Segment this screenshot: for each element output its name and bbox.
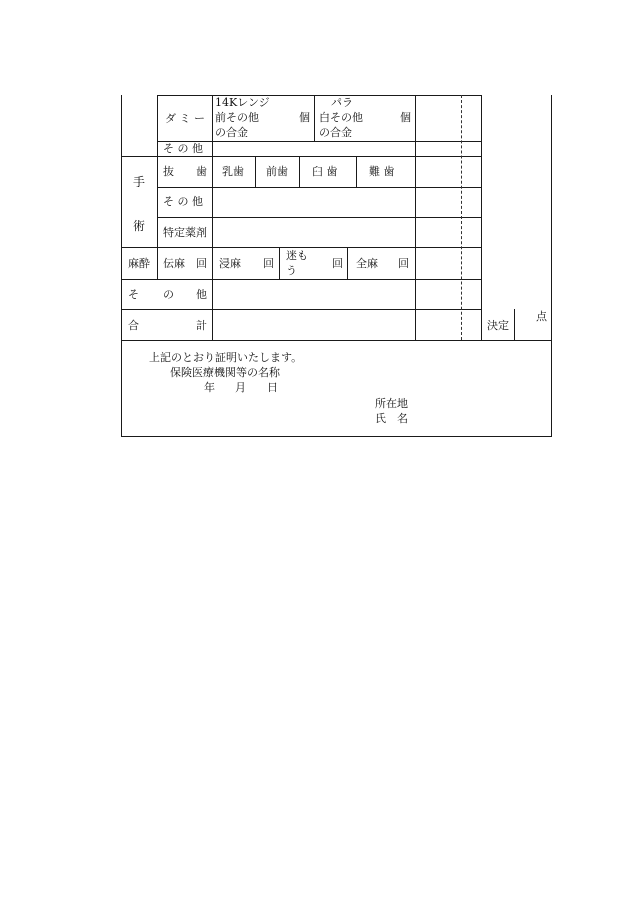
row-rule xyxy=(121,340,552,341)
dummy-14k-alloy: の合金 xyxy=(215,126,248,139)
date-day-label: 日 xyxy=(267,381,278,394)
dummy-para-alloy: の合金 xyxy=(319,126,352,139)
vagus-anesthesia-label-top: 迷も xyxy=(286,249,308,262)
dummy-label: ダ ミ ー xyxy=(165,112,205,125)
row-rule xyxy=(157,141,481,142)
extraction-label: 抜 歯 xyxy=(163,165,207,178)
col-rule xyxy=(255,156,256,187)
date-month-label: 月 xyxy=(235,381,246,394)
dummy-14k-unit: 個 xyxy=(299,111,310,124)
dummy-para-unit: 個 xyxy=(400,111,411,124)
frame-left-line xyxy=(121,95,122,436)
row-rule xyxy=(121,309,481,310)
institution-name-label: 保険医療機関等の名称 xyxy=(170,366,280,379)
points-unit: 点 xyxy=(536,310,547,323)
name-label-char-2: 名 xyxy=(397,412,408,425)
row-rule xyxy=(121,156,481,157)
infiltration-anesthesia-label: 浸麻 xyxy=(219,257,241,270)
row-rule xyxy=(157,217,481,218)
row-rule xyxy=(157,187,481,188)
general-anesthesia-label: 全麻 xyxy=(356,257,378,270)
surgery-label-top: 手 xyxy=(133,175,146,189)
vagus-anesthesia-label-bottom: う xyxy=(286,264,297,277)
infiltration-anesthesia-unit: 回 xyxy=(263,257,274,270)
front-teeth-label: 前歯 xyxy=(266,165,288,178)
other-row-char-1: そ xyxy=(128,288,139,301)
col-rule-dashed xyxy=(461,95,462,340)
col-rule xyxy=(514,309,515,340)
col-rule xyxy=(279,247,280,279)
dummy-para-title: パラ xyxy=(331,96,353,109)
address-label: 所在地 xyxy=(375,397,408,410)
molar-label: 臼 歯 xyxy=(312,165,338,178)
col-rule xyxy=(299,156,300,187)
other-top-label: そ の 他 xyxy=(163,142,203,155)
col-rule xyxy=(415,95,416,340)
other-row-char-2: の xyxy=(163,288,174,301)
vagus-anesthesia-unit: 回 xyxy=(332,257,343,270)
col-rule xyxy=(314,95,315,141)
frame-bottom-line xyxy=(121,436,552,437)
surgery-label-bottom: 術 xyxy=(133,219,146,233)
col-rule xyxy=(356,156,357,187)
decision-label: 決定 xyxy=(487,319,509,332)
col-rule xyxy=(347,247,348,279)
conduction-anesthesia-label: 伝麻 xyxy=(163,257,185,270)
dummy-14k-other: 前その他 xyxy=(215,111,259,124)
conduction-anesthesia-unit: 回 xyxy=(196,257,207,270)
surgery-other-label: そ の 他 xyxy=(163,195,203,208)
col-rule xyxy=(212,95,213,340)
total-char-1: 合 xyxy=(128,319,139,332)
row-rule xyxy=(121,247,481,248)
row-rule xyxy=(121,279,481,280)
anesthesia-label: 麻酔 xyxy=(128,257,150,270)
dummy-para-other: 白その他 xyxy=(319,111,363,124)
certification-statement: 上記のとおり証明いたします。 xyxy=(149,351,303,364)
total-char-2: 計 xyxy=(196,319,207,332)
col-rule xyxy=(481,95,482,340)
date-year-label: 年 xyxy=(204,381,215,394)
col-rule xyxy=(157,95,158,279)
row-rule xyxy=(157,95,481,96)
dummy-14k-title: 14Kレンジ xyxy=(215,96,270,109)
general-anesthesia-unit: 回 xyxy=(398,257,409,270)
frame-right-line xyxy=(551,95,552,436)
other-row-char-3: 他 xyxy=(196,288,207,301)
milk-teeth-label: 乳歯 xyxy=(222,165,244,178)
name-label-char-1: 氏 xyxy=(375,412,386,425)
special-drug-label: 特定薬剤 xyxy=(163,226,207,239)
difficult-teeth-label: 難 歯 xyxy=(369,165,395,178)
